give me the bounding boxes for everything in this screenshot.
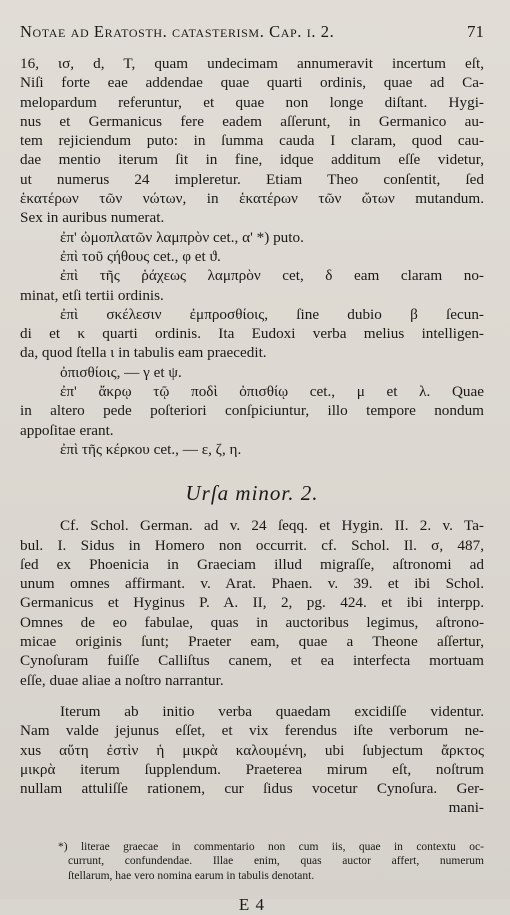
text-line: Cynoſuram fuiſſe Calliſtus canem, et ea interfecta mortuam xyxy=(20,652,484,670)
text-block-bottom xyxy=(20,702,484,818)
text-line: eſſe, duae aliae a noſtro narrantur. xyxy=(20,671,224,689)
text-line: di et κ quarti ordinis. Ita Eudoxi verba melius intelligen- xyxy=(20,325,484,343)
text-line: nullam attuliſſe rationem, cur ſidus vocetur Cynoſura. Ger- xyxy=(20,780,484,798)
running-header xyxy=(20,22,484,42)
text-line: micae originis ſunt; Praeter eam, quae a Theone aſſertur, xyxy=(20,633,484,651)
text-line: Nam valde jejunus eſſet, et vix ferendus iſte verborum ne- xyxy=(20,722,484,740)
text-line: ἐπὶ τῆς ῥάχεως λαμπρὸν cet, δ eam claram no- xyxy=(60,267,484,285)
text-line: Omnes de eo fabulae, quas in auctoribus legimus, aſtrono- xyxy=(20,613,484,631)
footnote-line: *) literae graecae in commentario non cum iis, quae in contextu oc- xyxy=(58,840,484,853)
text-line: nus et Germanicus fere eadem aſſerunt, in Germanico au- xyxy=(20,112,484,130)
text-line: ἐπ' ἄκρῳ τῷ ποδὶ ὀπισθίῳ cet., μ et λ. Quae xyxy=(60,383,484,401)
text-line: ἑκατέρων τῶν νώτων, in ἑκατέρων τῶν ὤτων mutandum. xyxy=(20,190,484,208)
footnote-line: currunt, confundendae. Illae enim, quas auctor affert, numerum xyxy=(68,855,484,868)
text-line: appoſitae erant. xyxy=(20,421,114,439)
printer-signature: E 4 xyxy=(238,895,266,915)
text-line: ὀπισθίοις, — γ et ψ. xyxy=(60,363,182,381)
text-line: tem rejiciendum puto: in ſumma cauda I claram, quod cau- xyxy=(20,132,484,150)
running-title: Notae ad Eratosth. catasterism. Cap. i. 2. xyxy=(20,22,335,41)
text-line: minat, etſi tertii ordinis. xyxy=(20,286,164,304)
footnote xyxy=(20,840,484,884)
text-line: dae mentio iterum ſit in fine, idque additum eſſe videtur, xyxy=(20,151,484,169)
footnote-line: ſtellarum, hae vero nomina earum in tabulis denotant. xyxy=(68,869,315,882)
text-line: Cf. Schol. German. ad v. 24 ſeqq. et Hygin. II. 2. v. Ta- xyxy=(60,517,484,535)
text-line: ſed ex Phoenicia in Graeciam illud migraſſe, aſtronomi ad xyxy=(20,555,484,573)
text-line: Sex in auribus numerat. xyxy=(20,209,165,227)
text-line: unum omnes affirmant. v. Arat. Phaen. v. 39. et ibi Schol. xyxy=(20,575,484,593)
text-line: bul. I. Sidus in Homero non occurrit. cf. Schol. Il. σ, 487, xyxy=(20,536,484,554)
text-line: da, quod ſtella ι in tabulis eam praecedit. xyxy=(20,344,267,362)
text-line: ἐπὶ τῆς κέρκου cet., — ε, ζ, η. xyxy=(60,440,242,458)
text-line: μικρὰ iterum ſupplendum. Praeterea mirum eſt, noſtrum xyxy=(20,760,484,778)
text-block-middle xyxy=(20,516,484,690)
text-line: ἐπὶ τοῦ ςήθους cet., φ et ϑ. xyxy=(60,247,221,265)
text-line: ἐπ' ὠμοπλατῶν λαμπρὸν cet., α' *) puto. xyxy=(60,228,304,246)
text-line: in altero pede poſteriori conſpiciuntur, illo tempore nondum xyxy=(20,402,484,420)
text-line: ἐπὶ σκέλεσιν ἐμπροσθίοις, ſine dubio β ſecun- xyxy=(60,305,484,323)
text-line: 16, ισ, d, T, quam undecimam annumeravit incertum eſt, xyxy=(20,55,484,72)
text-line: ut numerus 24 impleretur. Etiam Theo conſentit, ſed xyxy=(20,170,484,188)
page-number: 71 xyxy=(467,22,484,41)
section-heading: Urſa minor. 2. xyxy=(185,481,319,506)
text-line: mani- xyxy=(448,799,484,817)
text-block-top xyxy=(20,54,484,459)
text-line: Niſi forte eae addendae quae quarti ordinis, quae ad Ca- xyxy=(20,74,484,92)
text-line: xus αὕτη ἐστὶν ἡ μικρὰ καλουμένη, ubi ſubjectum ἄρκτος xyxy=(20,741,484,759)
text-line: Germanicus et Hyginus P. A. II, 2, pg. 424. et ibi interpp. xyxy=(20,594,484,612)
text-line: Iterum ab initio verba quaedam excidiſſe videntur. xyxy=(60,702,484,720)
text-line: melopardum referuntur, et quae non longe diſtant. Hygi- xyxy=(20,93,484,111)
